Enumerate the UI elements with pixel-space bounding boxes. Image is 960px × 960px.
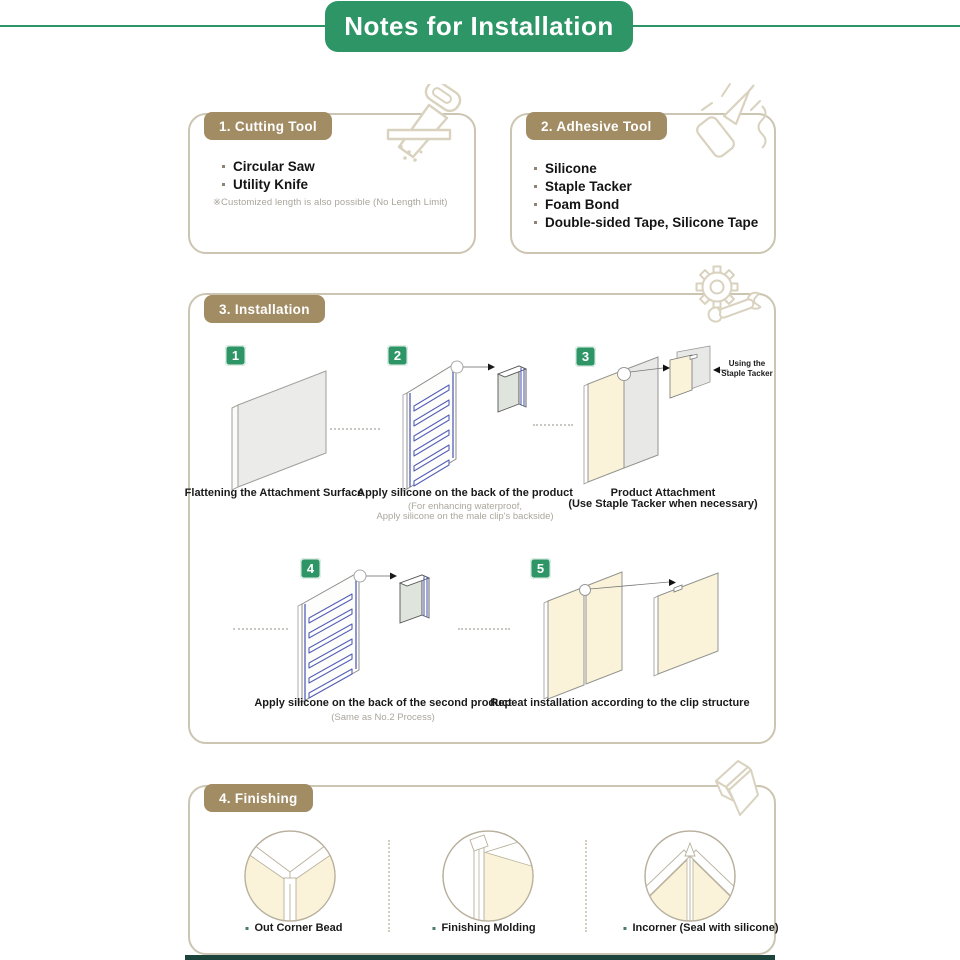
- list-item-text: Circular Saw: [233, 158, 315, 174]
- adhesive-tool-label-text: 2. Adhesive Tool: [541, 118, 652, 134]
- finishing-item-text: Incorner (Seal with silicone): [632, 922, 779, 934]
- step-subcaption: (Same as No.2 Process): [331, 712, 435, 723]
- dotted-connector: [233, 628, 288, 630]
- cutting-tool-label: [204, 112, 332, 140]
- annotation-line1: Using the: [728, 359, 766, 368]
- step-subcaption: Apply silicone on the male clip's backside): [376, 511, 554, 522]
- cutting-tool-note: ※Customized length is also possible (No Length Limit): [213, 197, 448, 208]
- list-item-text: Double-sided Tape, Silicone Tape: [545, 214, 759, 230]
- finishing-item-text: Out Corner Bead: [254, 922, 343, 934]
- cutting-tool-list: [222, 157, 315, 193]
- step-caption: (Use Staple Tacker when necessary): [568, 498, 758, 510]
- staple-tacker-annotation: [720, 359, 774, 379]
- step-number: 2: [393, 348, 402, 363]
- incorner-diagram: [640, 826, 740, 926]
- adhesive-tool-list: [534, 159, 758, 231]
- step-caption: Repeat installation according to the clip structure: [490, 697, 750, 709]
- annotation-line2: Staple Tacker: [721, 369, 773, 378]
- step-number: 4: [306, 561, 315, 576]
- step-number: 1: [231, 348, 240, 363]
- list-item-text: Utility Knife: [233, 176, 309, 192]
- adhesive-tool-label: [526, 112, 667, 140]
- dotted-separator: [585, 840, 587, 932]
- finishing-item-text: Finishing Molding: [441, 922, 536, 934]
- footer-bar: [185, 955, 775, 960]
- bullet-square-icon: [534, 221, 537, 224]
- list-item: [534, 177, 758, 195]
- list-item-text: Staple Tacker: [545, 178, 632, 194]
- bullet-square-icon: [222, 183, 225, 186]
- step4-silicone-diagram: [293, 558, 445, 704]
- step-caption: Apply silicone on the back of the second product: [254, 697, 512, 709]
- dotted-connector: [458, 628, 510, 630]
- step5-repeat-diagram: [540, 558, 736, 700]
- step1-panel-diagram: [226, 364, 340, 490]
- bullet-square-icon: [534, 203, 537, 206]
- bullet-square-icon: [623, 927, 626, 930]
- dotted-connector: [533, 424, 573, 426]
- finishing-label: [204, 784, 313, 812]
- list-item: [534, 159, 758, 177]
- step-subcaption: (For enhancing waterproof,: [407, 501, 523, 512]
- list-item: [222, 157, 315, 175]
- bullet-square-icon: [534, 185, 537, 188]
- finishing-item-label: [623, 922, 778, 934]
- gear-wrench-icon: [690, 262, 768, 334]
- finishing-molding-diagram: [438, 826, 538, 926]
- bullet-square-icon: [432, 927, 435, 930]
- hand-saw-icon: [368, 84, 473, 166]
- finishing-item-label: [245, 922, 342, 934]
- step-caption: Apply silicone on the back of the product: [357, 487, 573, 499]
- corner-molding-icon: [704, 757, 770, 829]
- step-number: 5: [536, 561, 545, 576]
- page-title-text: Notes for Installation: [344, 11, 614, 41]
- installation-label-text: 3. Installation: [219, 301, 310, 317]
- list-item: [534, 195, 758, 213]
- bullet-square-icon: [534, 167, 537, 170]
- cutting-tool-label-text: 1. Cutting Tool: [219, 118, 317, 134]
- step-badge: [225, 345, 246, 366]
- step2-silicone-diagram: [398, 350, 534, 492]
- bullet-square-icon: [245, 927, 248, 930]
- list-item: [222, 175, 315, 193]
- dotted-separator: [388, 840, 390, 932]
- list-item-text: Foam Bond: [545, 196, 620, 212]
- glue-bottle-icon: [696, 82, 784, 166]
- bullet-square-icon: [222, 165, 225, 168]
- out-corner-bead-diagram: [240, 826, 340, 926]
- step-number: 3: [581, 349, 590, 364]
- step-caption: Product Attachment: [610, 487, 716, 499]
- installation-label: [204, 295, 325, 323]
- dotted-connector: [330, 428, 380, 430]
- page-title: [325, 1, 633, 52]
- finishing-label-text: 4. Finishing: [219, 790, 298, 806]
- list-item-text: Silicone: [545, 160, 597, 176]
- finishing-item-label: [432, 922, 535, 934]
- list-item: [534, 213, 758, 231]
- step-caption: Flattening the Attachment Surface: [184, 487, 364, 499]
